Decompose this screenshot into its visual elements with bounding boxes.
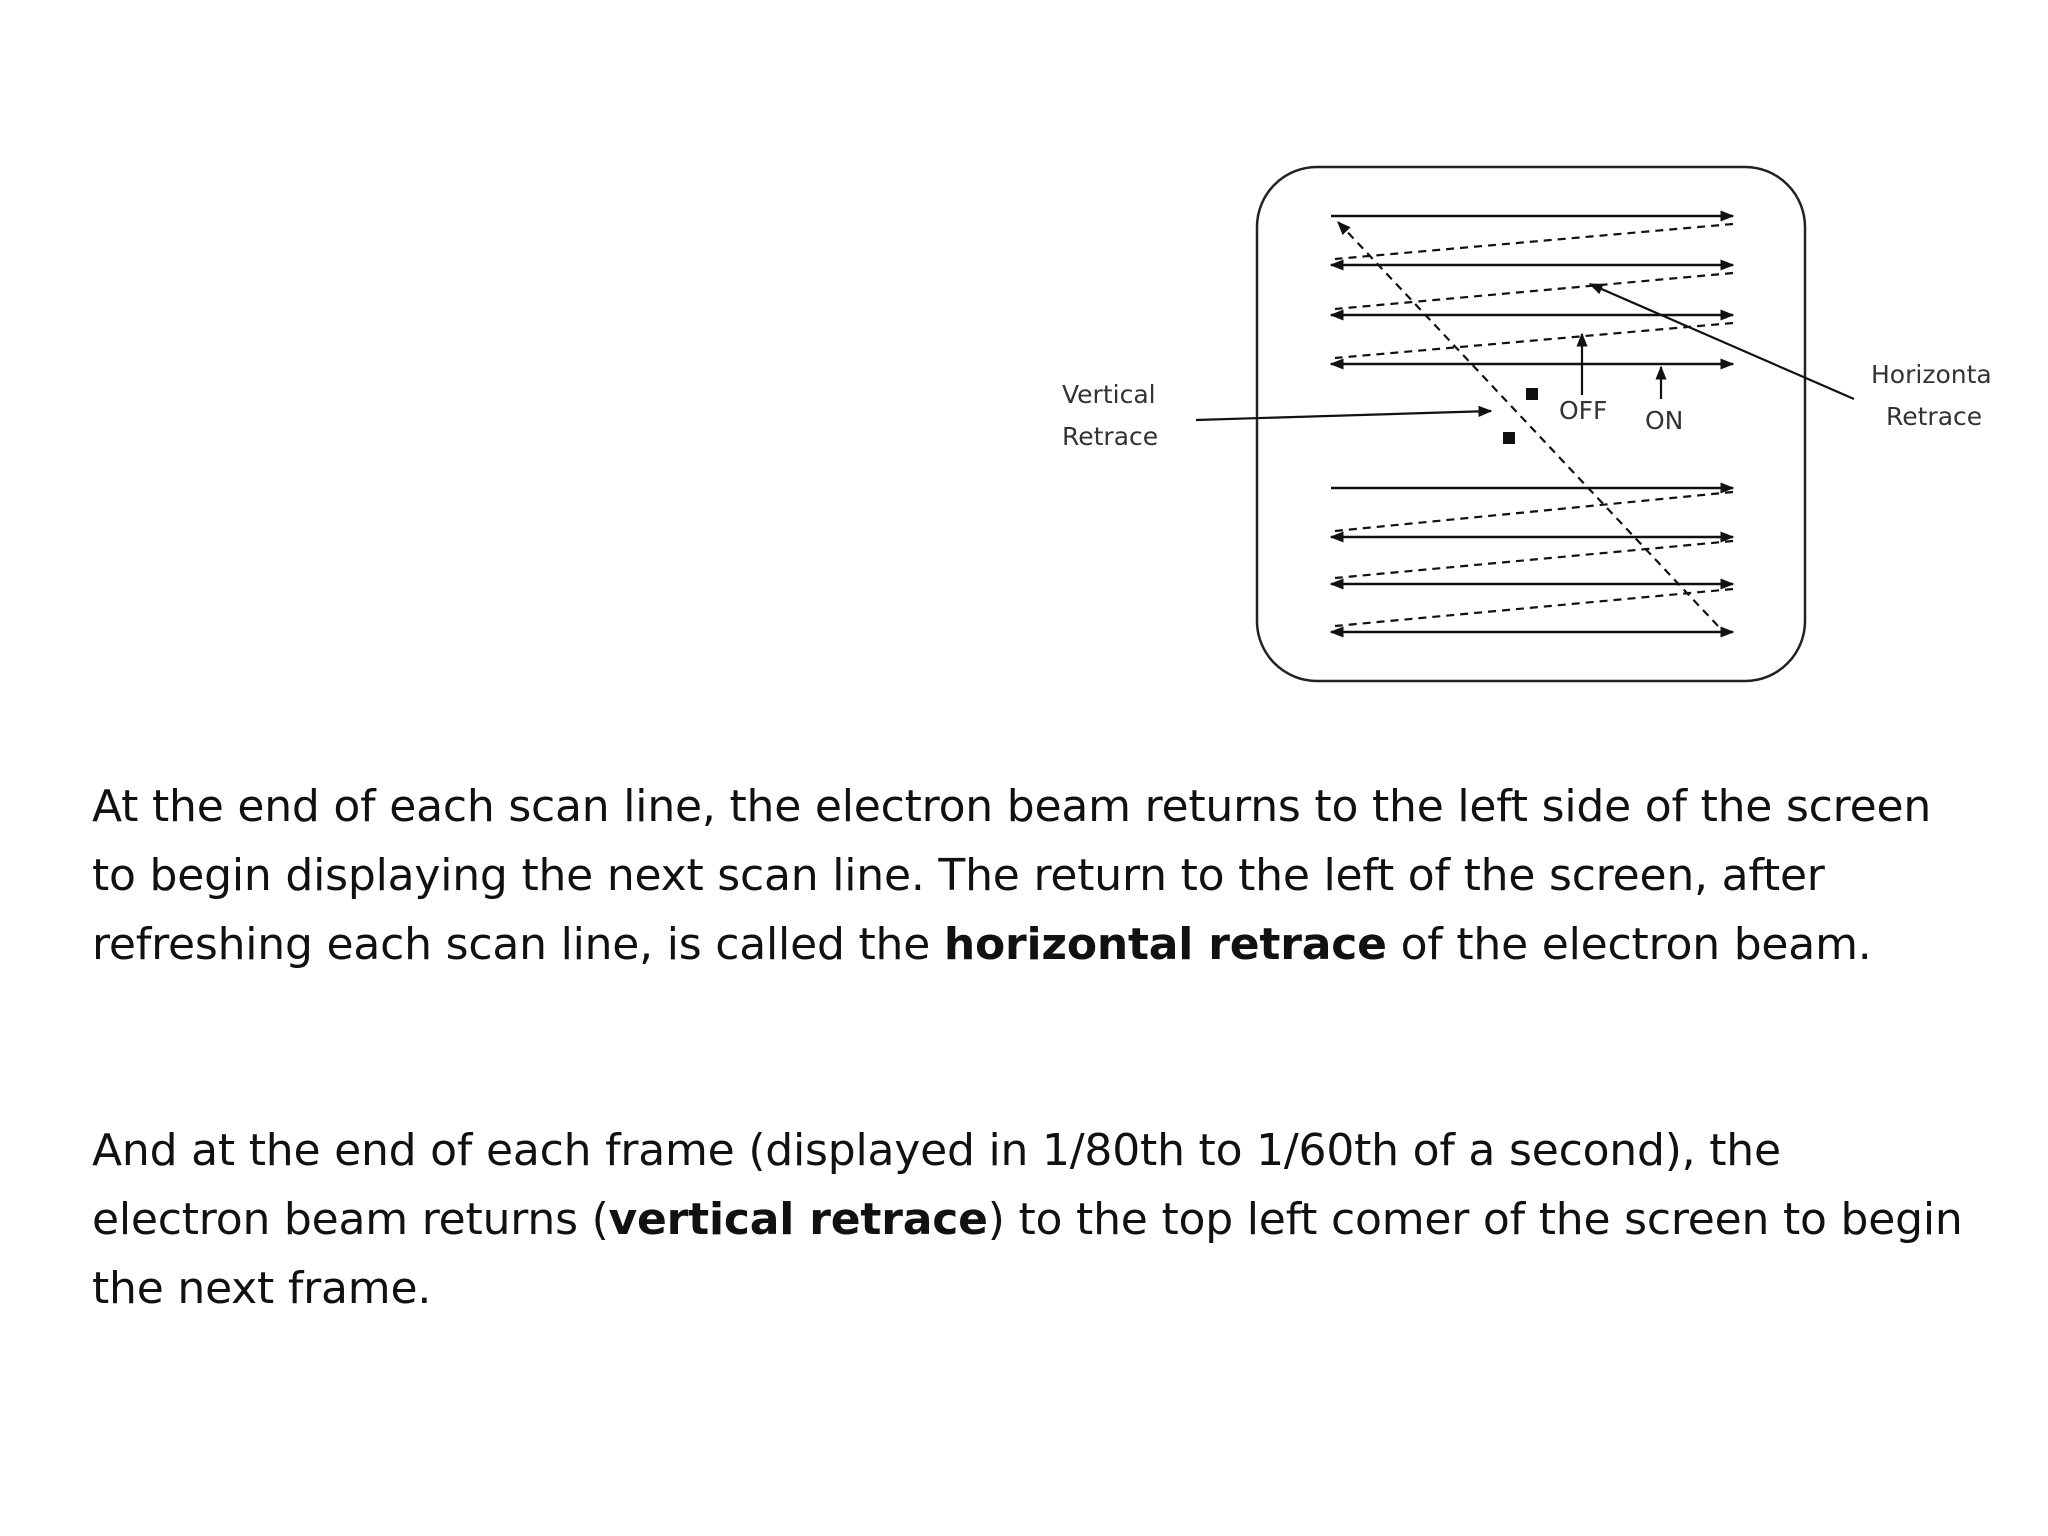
- horizontal-retrace-paragraph: [92, 772, 1972, 979]
- horizontal-retrace-line-2: [1335, 273, 1733, 309]
- horizontal-retrace-label-line1: Horizonta: [1871, 360, 1992, 389]
- vertical-retrace-label-line2: Retrace: [1062, 422, 1159, 451]
- horizontal-retrace-line-1: [1335, 224, 1733, 259]
- beam-spot-marker: [1526, 388, 1538, 400]
- paragraph-text: And at the end of each frame (displayed in 1/80th to 1/60th of a second), the electron beam returns (: [92, 1125, 1781, 1245]
- horizontal-retrace-line-3: [1335, 323, 1733, 358]
- raster-scan-diagram: [0, 0, 2048, 720]
- vertical-retrace-term: vertical retrace: [608, 1194, 988, 1245]
- horizontal-retrace-pointer: [1590, 284, 1854, 399]
- beam-spot-marker: [1503, 432, 1515, 444]
- horizontal-retrace-line-4: [1335, 492, 1733, 531]
- paragraph-text: At the end of each scan line, the electron beam returns to the left side of the screen to begin displaying the next scan line. The return to the left of the screen, after refreshing each scan line, is called the: [92, 781, 1932, 970]
- horizontal-retrace-line-6: [1335, 589, 1733, 626]
- screen-outline: [1257, 167, 1805, 681]
- off-label: OFF: [1559, 396, 1608, 425]
- paragraph-text: of the electron beam.: [1386, 919, 1872, 970]
- vertical-retrace-label-line1: Vertical: [1062, 380, 1156, 409]
- vertical-retrace-pointer: [1196, 411, 1491, 420]
- on-label: ON: [1645, 406, 1684, 435]
- paragraph-text: ) to the top left comer of the screen to begin the next frame.: [92, 1194, 1963, 1314]
- horizontal-retrace-line-5: [1335, 541, 1733, 578]
- horizontal-retrace-label-line2: Retrace: [1886, 402, 1983, 431]
- vertical-retrace-paragraph: [92, 1116, 1972, 1323]
- horizontal-retrace-term: horizontal retrace: [943, 919, 1387, 970]
